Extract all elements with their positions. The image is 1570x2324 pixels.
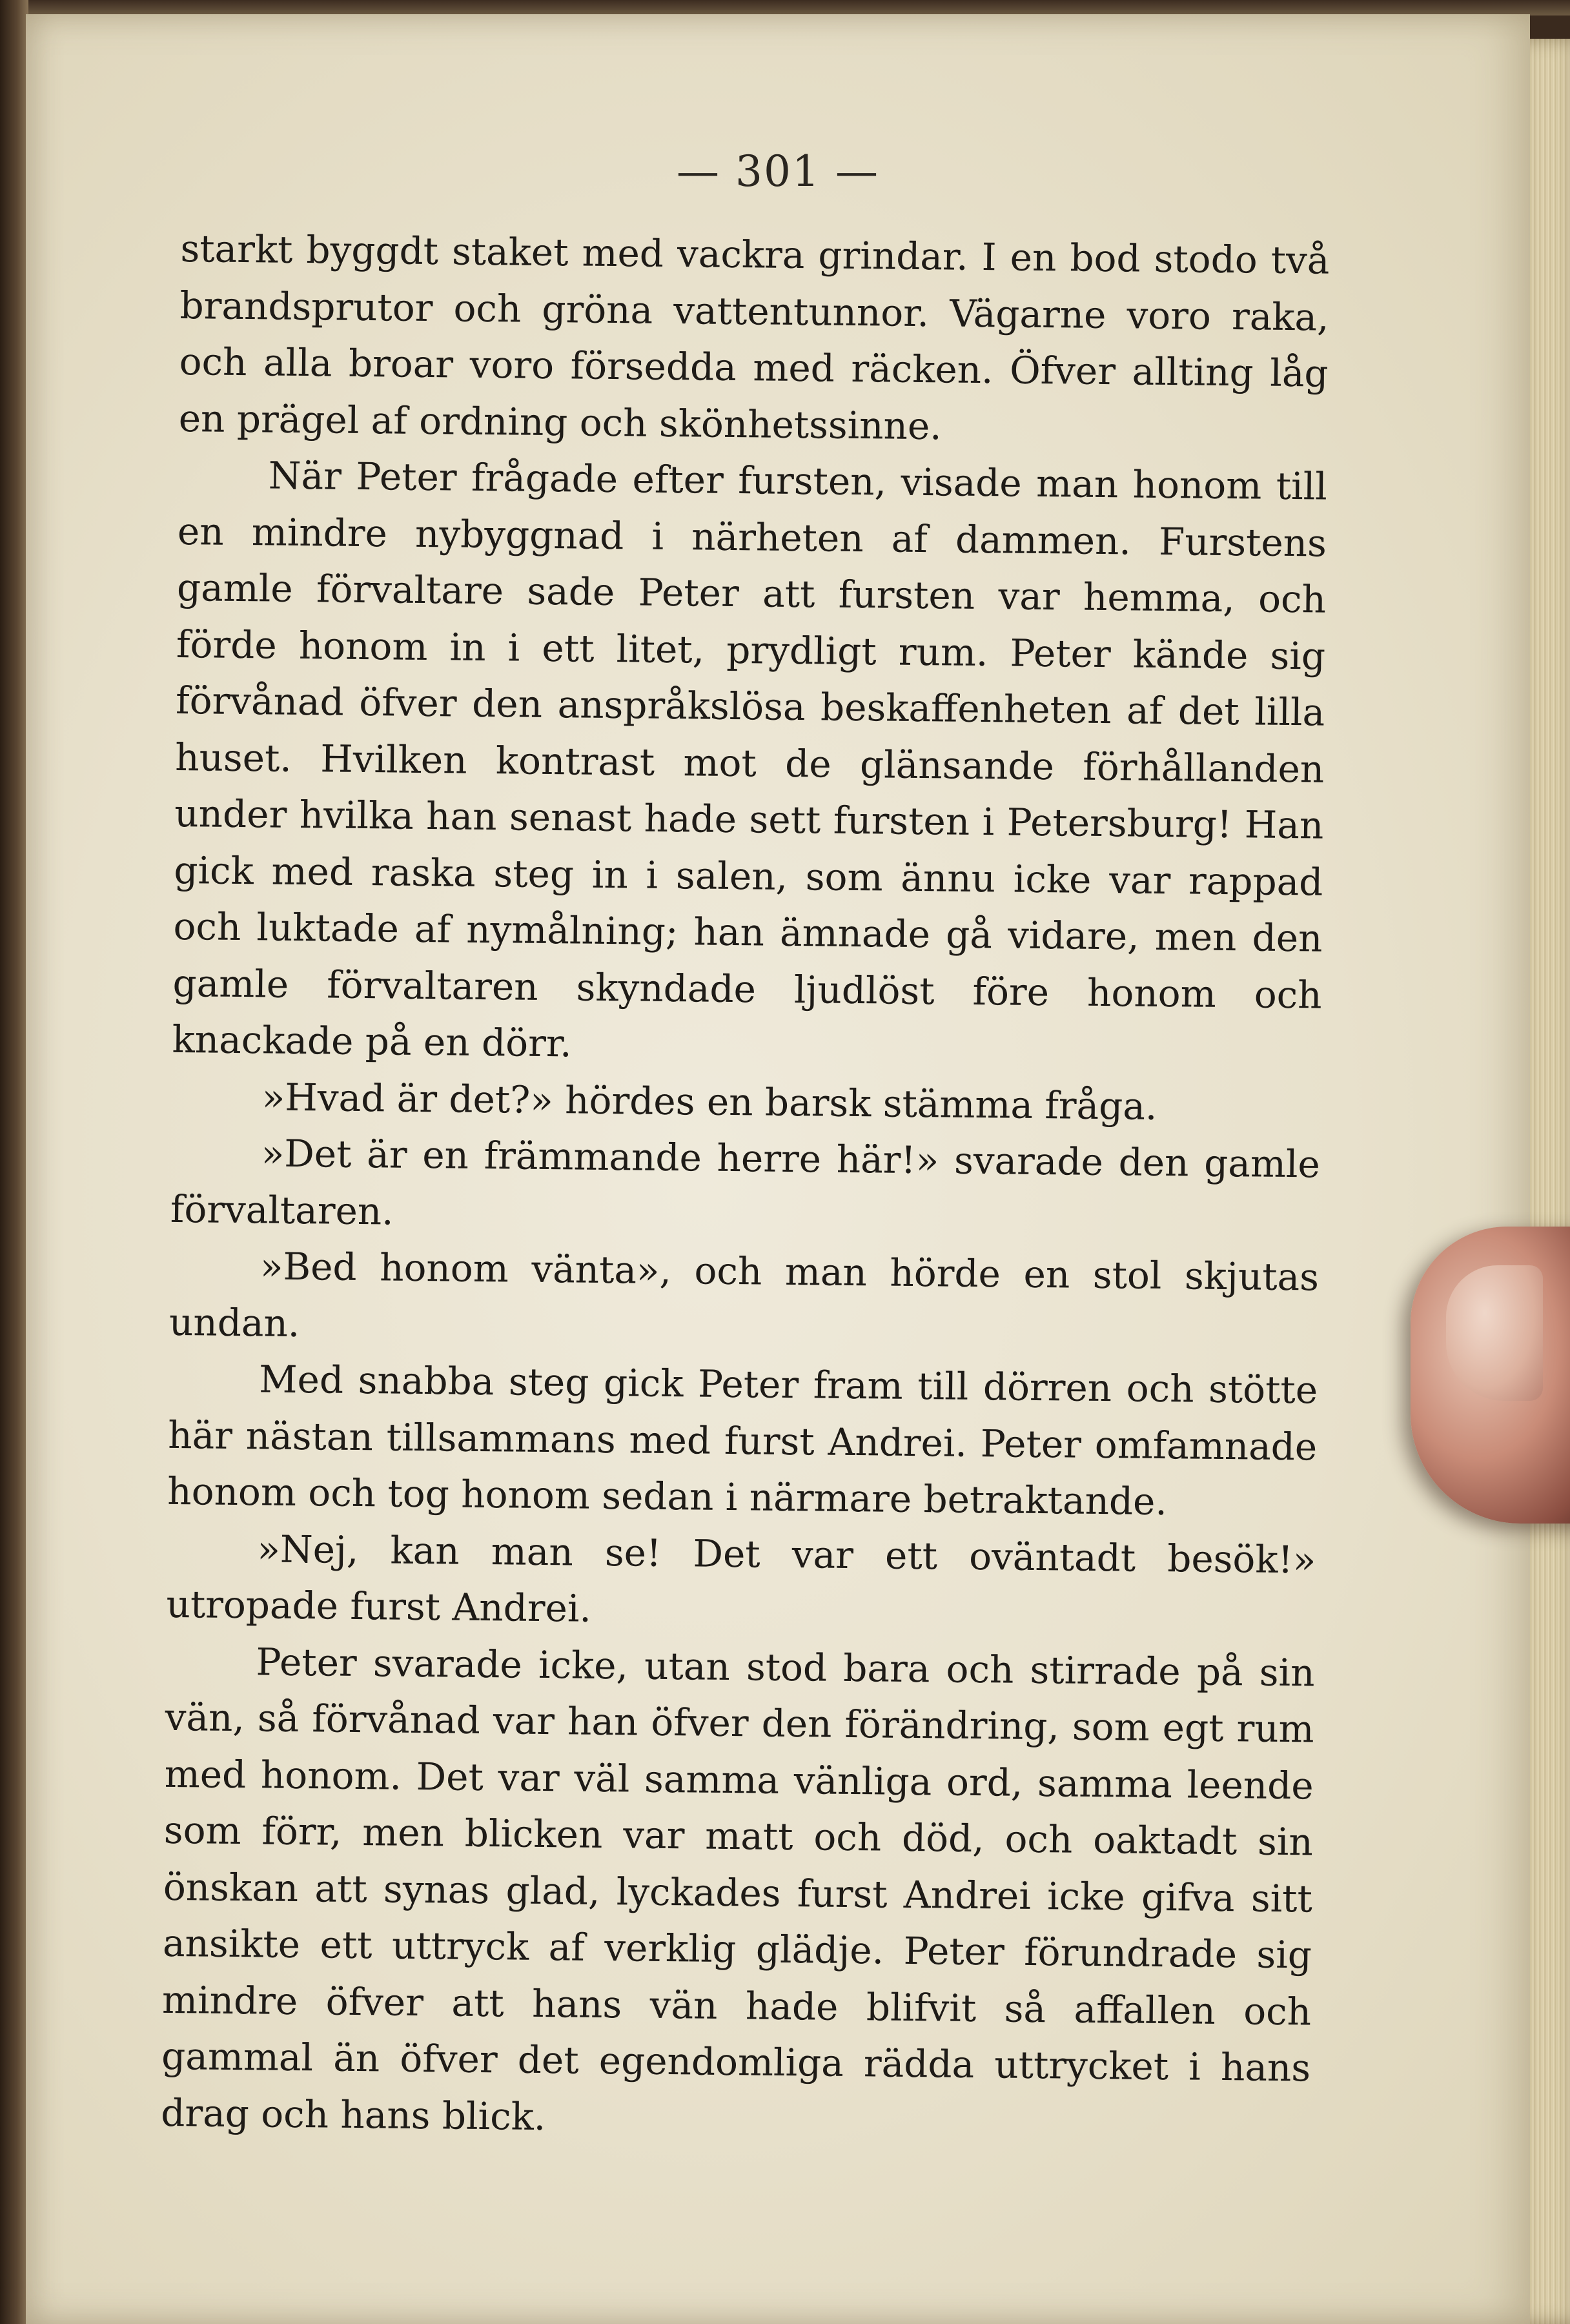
paragraph: »Nej, kan man se! Det var ett oväntadt besök!» utropade furst Andrei. [166,1526,1316,1631]
paragraph: Med snabba steg gick Peter fram till dörren och stötte här nästan tillsammans med furst Andrei. Peter omfamnade honom och tog honom sedan i närmare betraktande. [167,1357,1318,1524]
paragraph: »Bed honom vänta», och man hörde en stol skjutas undan. [168,1244,1320,1345]
thumb-nail [1446,1265,1543,1401]
book-spine-top [26,0,1570,15]
book-binding-left [0,0,28,2324]
page-number: — 301 — [677,147,879,196]
paragraph: »Hvad är det?» hördes en barsk stämma fråga. [261,1074,1157,1128]
paragraph: »Det är en främmande herre här!» svarade den gamle förvaltaren. [170,1131,1321,1234]
paragraph: När Peter frågade efter fursten, visade man honom till en mindre nybyggnad i närheten af dammen. Furstens gamle förvaltare sade Peter att fursten var hemma, och förde honom in i ett litet, prydligt rum. Peter kände sig förvånad öfver den anspråkslösa beskaffenheten af det lilla huset. Hvilken kontrast mot de glänsande förhållanden under hvilka han senast hade sett fursten i Petersburg! Han gick med raska steg in i salen, som ännu icke var rappad och luktade af nymålning; han ämnade gå vidare, men den gamle förvaltaren skyndade ljudlöst före honom och knackade på en dörr. [172,453,1328,1066]
paragraph: Peter svarade icke, utan stod bara och stirrade på sin vän, så förvånad var han öfver den förändring, som egt rum med honom. Det var väl samma vänliga ord, samma leende som förr, men blicken var matt och död, och oaktadt sin önskan att synas glad, lyckades furst Andrei icke gifva sitt ansikte ett uttryck af verklig glädje. Peter förundrade sig mindre öfver att hans vän hade blifvit så affallen och gammal än öfver det egendomliga rädda uttrycket i hans drag och hans blick. [160,1639,1315,2139]
body-text [161,221,1330,2153]
paragraph: starkt byggdt staket med vackra grindar. I en bod stodo två brandsprutor och gröna vattentunnor. Vägarne voro raka, och alla broar voro försedda med räcken. Öfver allting låg en prägel af ordning och skönhetssinne. [178,226,1330,448]
book-page [26,14,1530,2324]
